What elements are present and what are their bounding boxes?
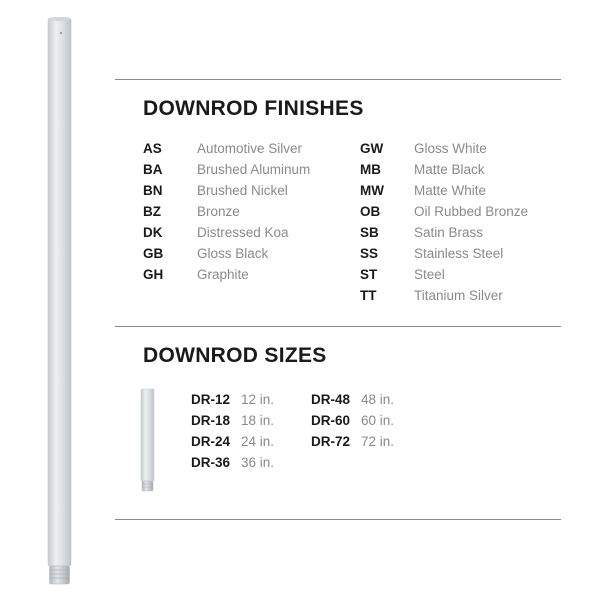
size-item xyxy=(311,392,394,413)
finish-code: AS xyxy=(143,141,162,156)
finishes-list-column-1 xyxy=(143,141,310,288)
finish-code: BZ xyxy=(143,204,161,219)
finish-code: MB xyxy=(360,162,381,177)
finish-item xyxy=(360,225,528,246)
finish-name: Steel xyxy=(414,267,445,282)
size-code: DR-18 xyxy=(191,413,231,428)
finish-item xyxy=(360,288,528,309)
size-length: 12 in. xyxy=(241,392,275,407)
finish-code: MW xyxy=(360,183,384,198)
size-item xyxy=(191,455,274,476)
size-length: 48 in. xyxy=(361,392,395,407)
finish-name: Bronze xyxy=(197,204,240,219)
sizes-title: DOWNROD SIZES xyxy=(143,344,327,367)
size-code: DR-36 xyxy=(191,455,231,470)
finish-name: Oil Rubbed Bronze xyxy=(414,204,529,219)
finish-code: GB xyxy=(143,246,164,261)
size-item xyxy=(311,434,394,455)
finish-code: TT xyxy=(360,288,377,303)
finish-item xyxy=(143,204,310,225)
size-code: DR-24 xyxy=(191,434,231,449)
finishes-title: DOWNROD FINISHES xyxy=(143,97,364,120)
size-item xyxy=(311,413,394,434)
divider-middle xyxy=(115,326,561,327)
finish-item xyxy=(360,141,528,162)
finish-item xyxy=(143,141,310,162)
finish-name: Brushed Aluminum xyxy=(197,162,311,177)
finish-item xyxy=(143,267,310,288)
divider-top xyxy=(115,79,561,80)
size-code: DR-12 xyxy=(191,392,231,407)
size-code: DR-60 xyxy=(311,413,351,428)
size-length: 24 in. xyxy=(241,434,275,449)
size-length: 18 in. xyxy=(241,413,275,428)
finish-name: Stainless Steel xyxy=(414,246,504,261)
finish-item xyxy=(143,162,310,183)
finish-name: Gloss Black xyxy=(197,246,269,261)
finish-item xyxy=(143,183,310,204)
finish-code: SS xyxy=(360,246,379,261)
sizes-list-column-2 xyxy=(311,392,394,455)
size-length: 36 in. xyxy=(241,455,275,470)
finish-item xyxy=(360,246,528,267)
downrod-product-image xyxy=(0,0,90,600)
finish-name: Automotive Silver xyxy=(197,141,303,156)
finish-item xyxy=(360,204,528,225)
finish-name: Graphite xyxy=(197,267,249,282)
divider-bottom xyxy=(115,519,561,520)
finish-code: BA xyxy=(143,162,163,177)
finish-name: Gloss White xyxy=(414,141,487,156)
size-length: 60 in. xyxy=(361,413,395,428)
size-code: DR-72 xyxy=(311,434,351,449)
finish-code: OB xyxy=(360,204,381,219)
finish-code: SB xyxy=(360,225,379,240)
finish-name: Titanium Silver xyxy=(414,288,503,303)
size-item xyxy=(191,434,274,455)
finish-item xyxy=(360,267,528,288)
size-code: DR-48 xyxy=(311,392,351,407)
size-item xyxy=(191,392,274,413)
size-item xyxy=(191,413,274,434)
finish-name: Matte White xyxy=(414,183,487,198)
finish-item xyxy=(143,246,310,267)
finish-name: Distressed Koa xyxy=(197,225,289,240)
finish-code: GH xyxy=(143,267,164,282)
finish-name: Matte Black xyxy=(414,162,485,177)
finishes-list-column-2 xyxy=(360,141,528,309)
finish-item xyxy=(360,162,528,183)
finish-code: ST xyxy=(360,267,378,282)
finish-item xyxy=(143,225,310,246)
finish-name: Brushed Nickel xyxy=(197,183,288,198)
finish-item xyxy=(360,183,528,204)
size-length: 72 in. xyxy=(361,434,395,449)
finish-code: DK xyxy=(143,225,163,240)
finish-code: BN xyxy=(143,183,163,198)
finish-code: GW xyxy=(360,141,384,156)
finish-name: Satin Brass xyxy=(414,225,484,240)
downrod-thumbnail-image xyxy=(139,388,157,494)
sizes-list-column-1 xyxy=(191,392,274,476)
